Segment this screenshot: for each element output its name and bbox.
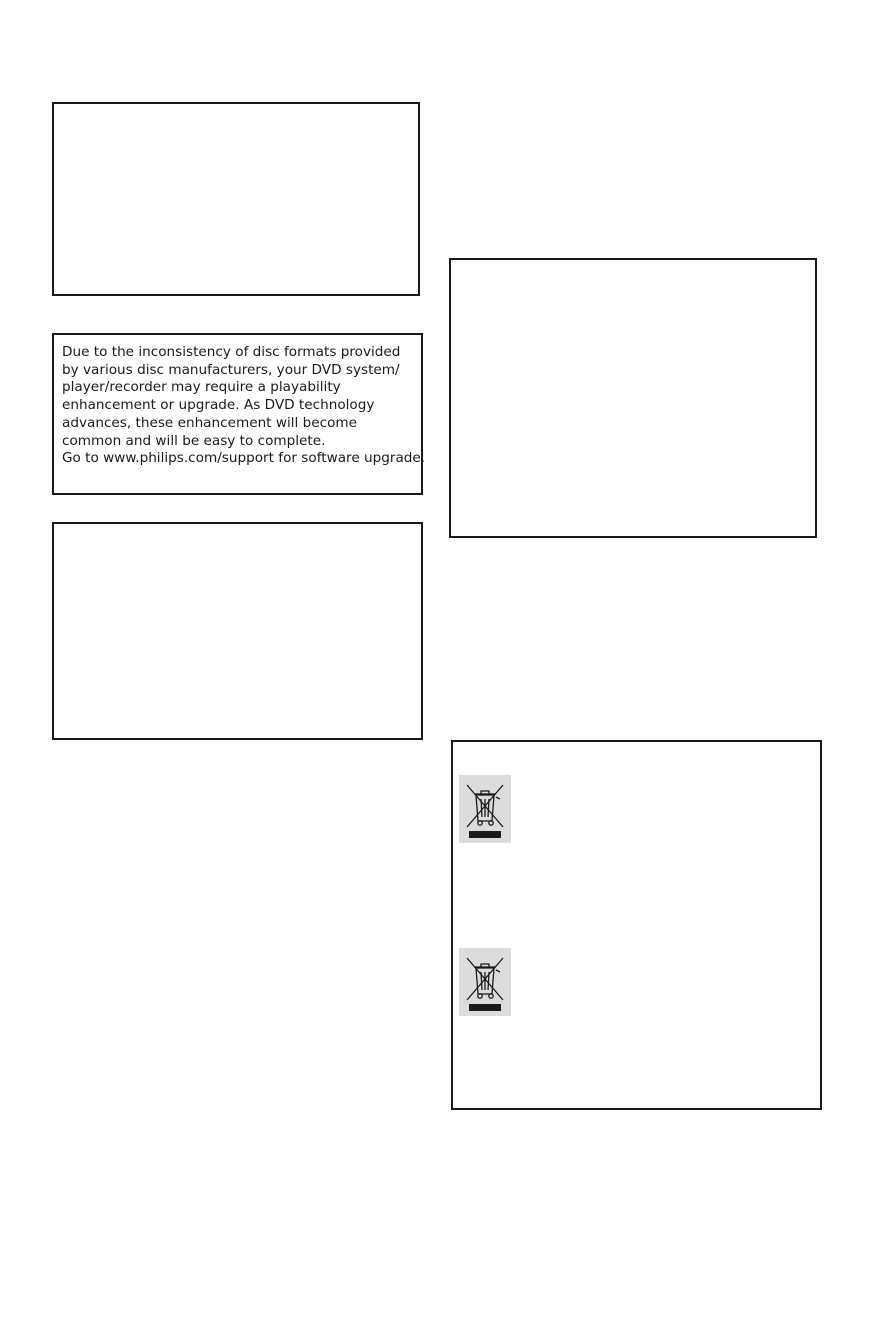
notice-line-7: Go to www.philips.com/support for software upgrade. xyxy=(62,450,426,467)
empty-notice-box-right xyxy=(449,258,817,538)
notice-line-2: by various disc manufacturers, your DVD system/ xyxy=(62,361,400,378)
notice-line-3: player/recorder may require a playability xyxy=(62,379,341,396)
notice-line-1: Due to the inconsistency of disc formats provided xyxy=(62,344,401,360)
empty-notice-box-top-left xyxy=(52,102,420,296)
notice-line-5: advances, these enhancement will become xyxy=(62,414,357,431)
disposal-notice-box xyxy=(451,740,822,1110)
notice-line-6: common and will be easy to complete. xyxy=(62,432,326,449)
empty-notice-box-middle-left xyxy=(52,522,423,740)
crossed-out-wheelie-bin-icon xyxy=(459,948,511,1016)
disc-format-notice-box xyxy=(52,333,426,495)
notice-line-4: enhancement or upgrade. As DVD technology xyxy=(62,397,375,414)
crossed-out-wheelie-bin-icon xyxy=(459,775,511,843)
